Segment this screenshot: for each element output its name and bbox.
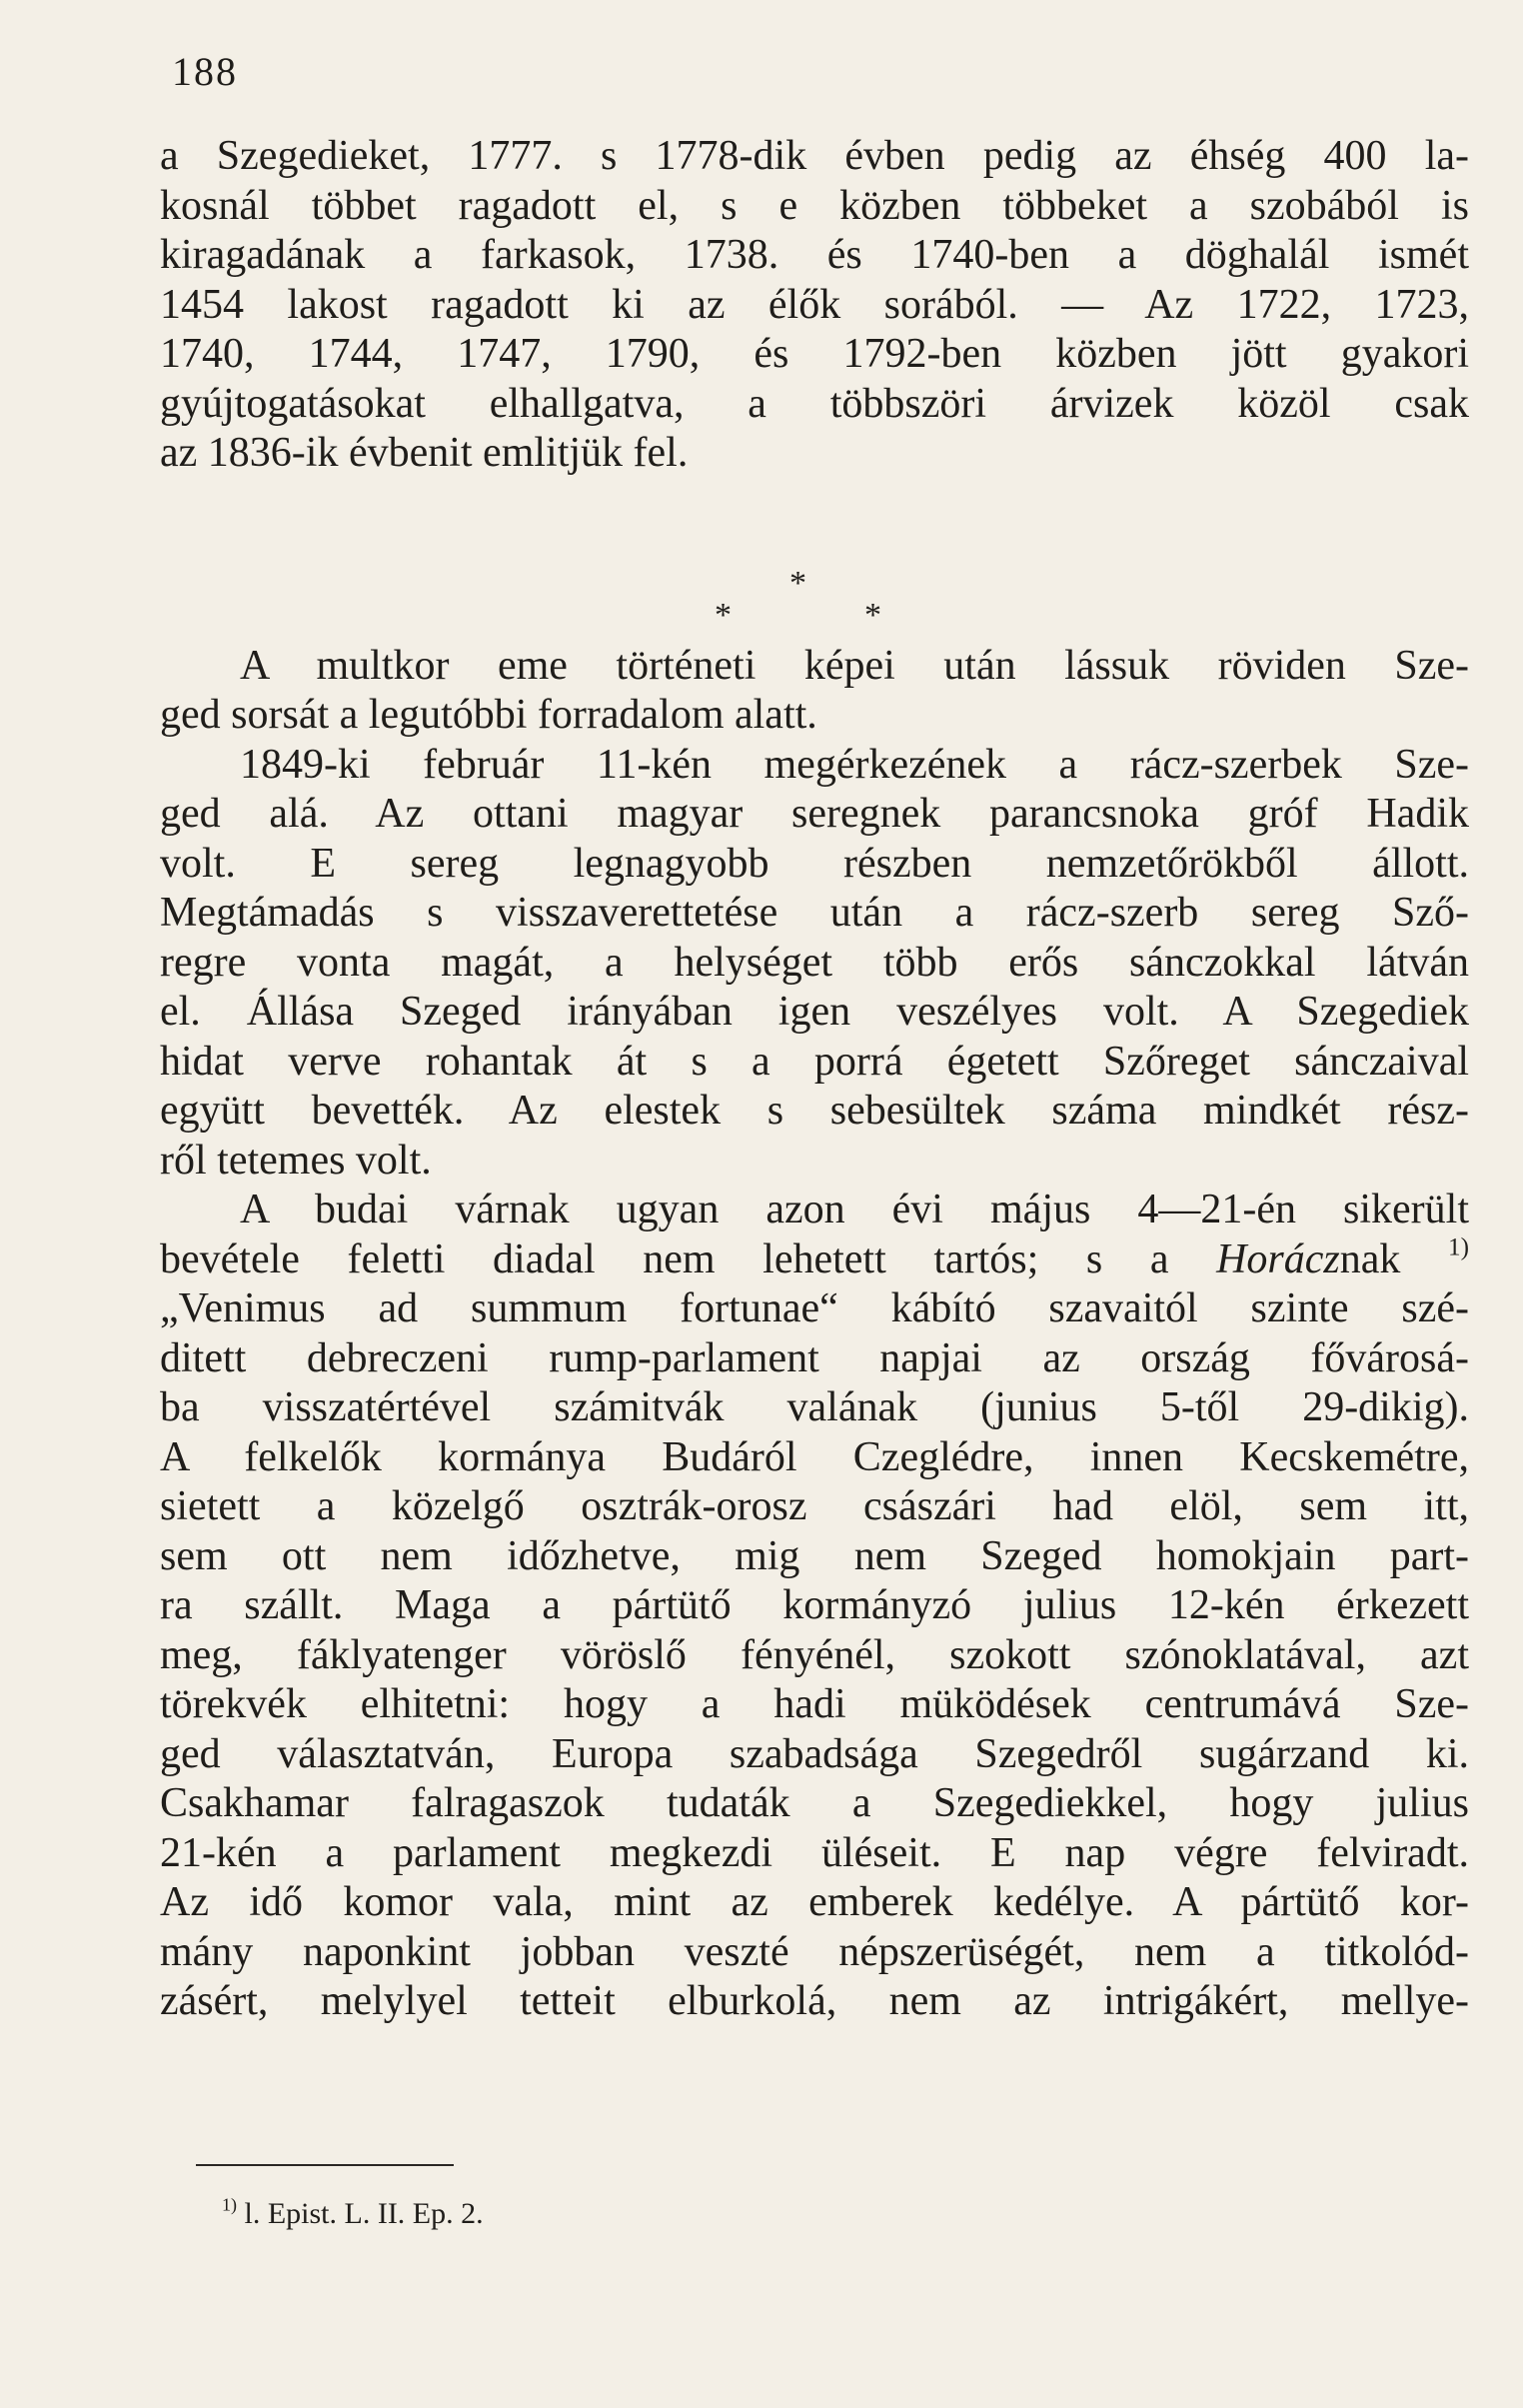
text-line: hidat verve rohantak át s a porrá égetett Szőreget sánczaival: [160, 1038, 1469, 1085]
text-line: gyújtogatásokat elhallgatva, a többszöri árvizek közöl csak: [160, 380, 1469, 427]
text-line: együtt bevették. Az elestek s sebesültek száma mindkét rész-: [160, 1088, 1469, 1134]
body-text: [160, 132, 1469, 2027]
text-line: törekvék elhitetni: hogy a hadi müködések centrumává Sze-: [160, 1681, 1469, 1727]
text-line: meg, fáklyatenger vöröslő fényénél, szokott szónoklatával, azt: [160, 1631, 1469, 1678]
text-line: Csakhamar falragaszok tudaták a Szegediekkel, hogy julius: [160, 1780, 1469, 1826]
text-line: ba visszatértével számitvák valának (junius 5-től 29-dikig).: [160, 1384, 1469, 1430]
italic-name: Horácz: [1216, 1235, 1340, 1282]
asterisk-left: *: [715, 597, 732, 634]
footnote: [222, 2194, 484, 2231]
text-line: zásért, melylyel tetteit elburkolá, nem az intrigákért, mellye-: [160, 1978, 1469, 2024]
footnote-reference: 1): [1448, 1232, 1469, 1260]
text-line: Megtámadás s visszaverettetése után a rácz-szerb sereg Sző-: [160, 890, 1469, 936]
text-line: 1454 lakost ragadott ki az élők sorából. — Az 1722, 1723,: [160, 281, 1469, 328]
asterisk-top: *: [789, 565, 806, 602]
text-line: el. Állása Szeged irányában igen veszélyes volt. A Szegediek: [160, 989, 1469, 1035]
text-line: kiragadának a farkasok, 1738. és 1740-ben a döghalál ismét: [160, 232, 1469, 278]
text-line: ged alá. Az ottani magyar seregnek parancsnoka gróf Hadik: [160, 791, 1469, 837]
text-line: ged választatván, Europa szabadsága Szegedről sugárzand ki.: [160, 1730, 1469, 1777]
text-line: 21-kén a parlament megkezdi üléseit. E nap végre felviradt.: [160, 1829, 1469, 1876]
text-line: mány naponkint jobban veszté népszerüségét, nem a titkolód-: [160, 1928, 1469, 1975]
text-line: kosnál többet ragadott el, s e közben többeket a szobából is: [160, 182, 1469, 229]
footnote-text: l. Epist. L. II. Ep. 2.: [237, 2197, 484, 2230]
text-line: volt. E sereg legnagyobb részben nemzetőrökből állott.: [160, 840, 1469, 887]
text-line: regre vonta magát, a helységet több erős sánczokkal látván: [160, 939, 1469, 986]
text-line: a Szegedieket, 1777. s 1778-dik évben pedig az éhség 400 la-: [160, 133, 1469, 179]
text-line: ről tetemes volt.: [160, 1137, 432, 1184]
text-line: sem ott nem időzhetve, mig nem Szeged homokjain part-: [160, 1532, 1469, 1579]
text-fragment: bevétele feletti diadal nem lehetett tartós; s a: [160, 1235, 1217, 1282]
text-line: ra szállt. Maga a pártütő kormányzó julius 12-kén érkezett: [160, 1582, 1469, 1628]
page-number: 188: [172, 49, 238, 94]
asterisk-right: *: [864, 597, 881, 634]
text-line: A felkelők kormánya Budáról Czeglédre, innen Kecskemétre,: [160, 1433, 1469, 1480]
text-line: ditett debreczeni rump-parlament napjai az ország fővárosá-: [160, 1334, 1469, 1381]
text-line: [160, 1232, 1469, 1285]
text-line: sietett a közelgő osztrák-orosz császári had elöl, sem itt,: [160, 1483, 1469, 1529]
asterism-divider: [640, 565, 939, 635]
text-line: A multkor eme történeti képei után lássuk röviden Sze-: [240, 642, 1469, 689]
footnote-mark: 1): [222, 2194, 237, 2215]
text-line: 1849-ki február 11-kén megérkezének a rácz-szerbek Sze-: [240, 741, 1469, 788]
text-line: ged sorsát a legutóbbi forradalom alatt.: [160, 692, 817, 738]
footnote-rule: [196, 2164, 454, 2166]
text-line: 1740, 1744, 1747, 1790, és 1792-ben közben jött gyakori: [160, 331, 1469, 377]
text-line: Az idő komor vala, mint az emberek kedélye. A pártütő kor-: [160, 1879, 1469, 1925]
text-line: „Venimus ad summum fortunae“ kábító szavaitól szinte szé-: [160, 1285, 1469, 1331]
text-line: az 1836-ik évbenit emlitjük fel.: [160, 430, 689, 476]
text-line: A budai várnak ugyan azon évi május 4—21-én sikerült: [240, 1187, 1469, 1232]
text-fragment: nak: [1339, 1235, 1448, 1282]
